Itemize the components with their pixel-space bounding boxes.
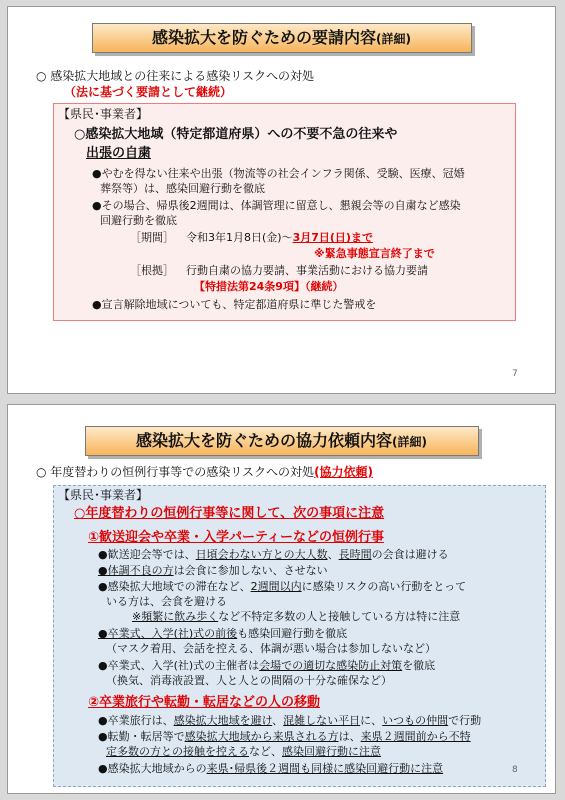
basis-label: ［根拠］ [130, 264, 174, 277]
title-text: 感染拡大を防ぐための協力依頼内容 [136, 431, 393, 450]
s1-bullet-5-cont: （換気、消毒液設置、人と人との間隔の十分な確保など） [106, 674, 392, 687]
s2-bullet-2: ●転勤・転居等で感染拡大地域から来県される方は、来県２週間前から不特 [98, 730, 471, 743]
subheading-1: ①歓送迎会や卒業・入学パーティーなどの恒例行事 [88, 530, 384, 545]
page-number: 8 [512, 765, 518, 775]
group-label: 【県民･事業者】 [58, 488, 149, 502]
s1-bullet-4-cont: （マスク着用、会話を控える、体調が悪い場合は参加しないなど） [106, 642, 436, 655]
intro-row [36, 465, 373, 479]
s2-bullet-1: ●卒業旅行は、感染拡大地域を避け、混雑しない平日に、いつもの仲間で行動 [98, 714, 482, 727]
title-text: 感染拡大を防ぐための要請内容 [152, 28, 377, 47]
group-label: 【県民･事業者】 [58, 107, 149, 121]
basis-text: 行動自粛の協力要請、事業活動における協力要請 [186, 264, 428, 277]
title-suffix: (詳細) [376, 32, 411, 46]
intro-line: ○ 感染拡大地域との往来による感染リスクへの対処 [36, 69, 315, 83]
s1-bullet-1: ●歓送迎会等では、日頃会わない方との大人数、長時間の会食は避ける [98, 548, 449, 561]
s1-note: ※頻繁に飲み歩くなど不特定多数の人と接触している方は特に注意 [132, 610, 461, 623]
s1-bullet-4: ●卒業式、入学(社)式の前後も感染回避行動を徹底 [98, 627, 348, 640]
intro-line: ○ 年度替わりの恒例行事等での感染リスクへの対処 [36, 465, 315, 479]
basis-note: 【特措法第24条9項】（継続） [194, 280, 344, 293]
subheading-2: ②卒業旅行や転勤・転居などの人の移動 [88, 695, 321, 710]
bullet-2-line-1: ●その場合、帰県後2週間は、体調管理に留意し、懇親会等の自粛など感染 [92, 199, 461, 212]
heading: ○年度替わりの恒例行事等に関して、次の事項に注意 [74, 506, 385, 521]
s2-bullet-3: ●感染拡大地域からの来県･帰県後２週間も同様に感染回避行動に注意 [98, 762, 444, 775]
bullet-3: ●宣言解除地域についても、特定都道府県に準じた警戒を [92, 298, 377, 311]
bullet-2-line-2: 回避行動を徹底 [100, 214, 177, 227]
period-note: ※緊急事態宣言終了まで [314, 247, 435, 260]
slide-8 [7, 404, 556, 794]
period-text: 令和3年1月8日(金)～ [186, 231, 293, 244]
title-suffix: (詳細) [392, 435, 427, 449]
s1-bullet-2: ●体調不良の方は会食に参加しない、させない [98, 564, 328, 577]
s1-bullet-5: ●卒業式、入学(社)式の主催者は会場での適切な感染防止対策を徹底 [98, 659, 436, 672]
slide-8-title [85, 426, 479, 456]
period-end: 3月7日(日)まで [292, 231, 373, 244]
intro-note: （法に基づく要請として継続） [64, 85, 233, 99]
page-number: 7 [512, 369, 518, 379]
s1-bullet-3: ●感染拡大地域での滞在など、2週間以内に感染リスクの高い行動をとって [98, 580, 467, 593]
period-label: ［期間］ [130, 231, 174, 244]
slide-7-title [92, 23, 472, 53]
intro-note: (協力依頼) [314, 465, 374, 479]
heading-line-2: 出張の自粛 [86, 146, 152, 161]
s1-bullet-3-cont: いる方は、会食を避ける [106, 595, 227, 608]
bullet-1-line-2: 葬祭等）は、感染回避行動を徹底 [100, 182, 265, 195]
heading-line-1: ○感染拡大地域（特定都道府県）への不要不急の往来や [74, 127, 398, 142]
period-row [186, 231, 373, 245]
s2-bullet-2-cont: 定多数の方との接触を控えるなど、感染回避行動に注意 [106, 745, 381, 758]
slide-7 [7, 6, 556, 394]
bullet-1-line-1: ●やむを得ない往来や出張（物流等の社会インフラ関係、受験、医療、冠婚 [92, 167, 465, 180]
